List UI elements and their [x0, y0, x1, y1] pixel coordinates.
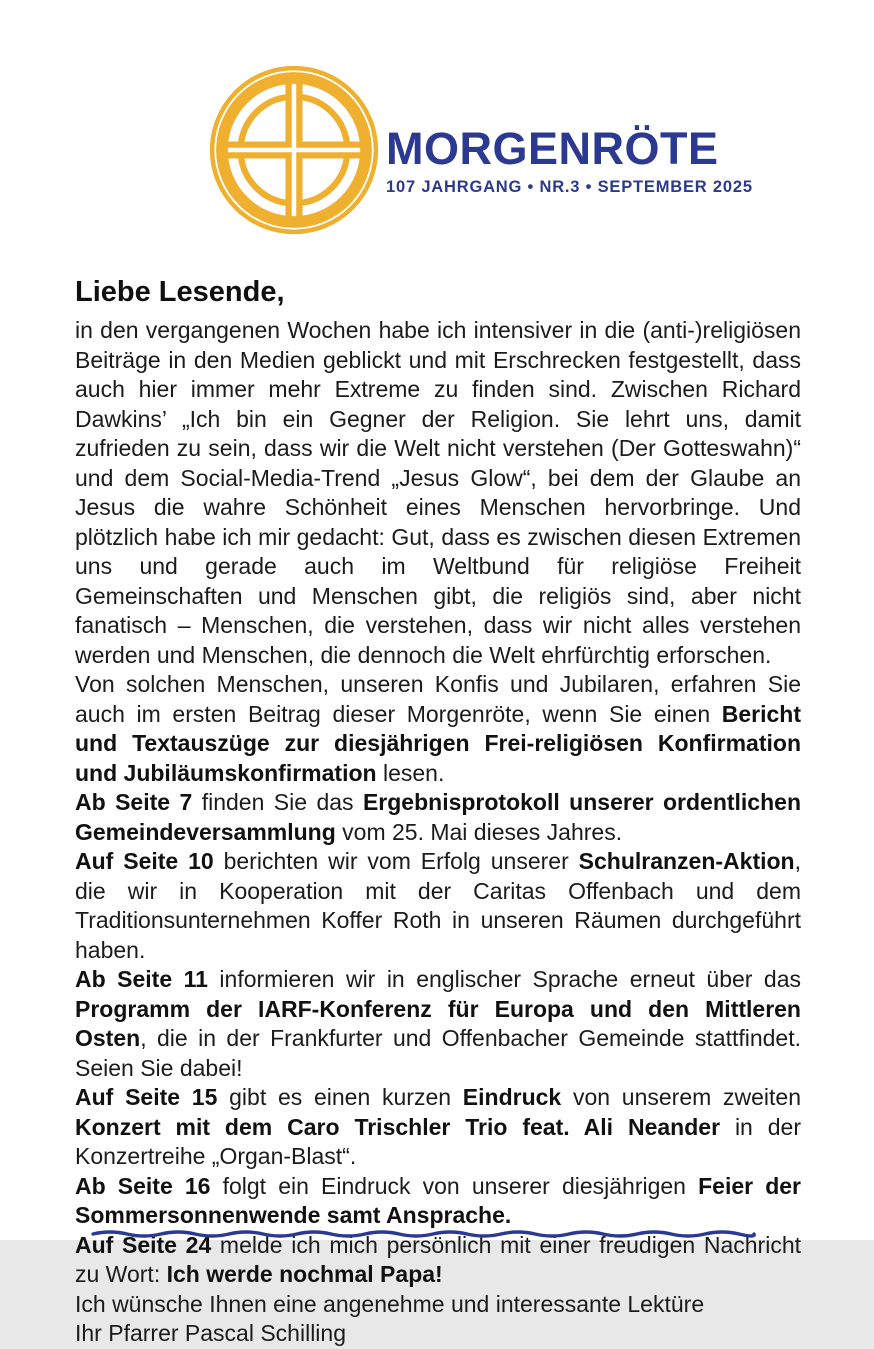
salutation: Liebe Lesende,	[75, 276, 285, 308]
text-run: informieren wir in englischer Sprache erneut über das	[207, 966, 802, 993]
masthead-text	[386, 123, 753, 197]
bold-text-run: Ab Seite 7	[75, 789, 193, 816]
text-run: Ihr Pfarrer Pascal Schilling	[75, 1320, 346, 1347]
letter-paragraph	[75, 1172, 801, 1231]
text-run: von unserem zweiten	[561, 1084, 802, 1111]
bold-text-run: Ich werde nochmal Papa!	[166, 1261, 443, 1288]
text-run: folgt ein Eindruck von unserer diesjährigen	[210, 1172, 699, 1199]
text-run: gibt es einen kurzen	[217, 1084, 463, 1111]
letter-paragraph	[75, 670, 801, 788]
bold-text-run: Ab Seite 11	[75, 966, 208, 993]
text-run: , die wir in Kooperation mit der Caritas Offenbach und dem Traditionsunternehmen Koffer Roth in unseren Räumen durchgeführt haben.	[75, 848, 801, 963]
footer-wavy-rule	[93, 1228, 788, 1240]
bold-text-run: Auf Seite 24	[75, 1231, 212, 1258]
letter-paragraph	[75, 965, 801, 1083]
text-run: in der Konzertreihe „Organ-Blast“.	[75, 1113, 801, 1170]
text-run: , die in der Frankfurter und Offenbacher Gemeinde stattfindet. Seien Sie dabei!	[75, 1025, 801, 1081]
bold-text-run: Schulranzen-Aktion	[578, 848, 795, 875]
bold-text-run: Programm der IARF-Konferenz für Europa und den Mittleren Osten	[75, 995, 801, 1052]
issue-line: 107 JAHRGANG • NR.3 • SEPTEMBER 2025	[386, 178, 753, 196]
letter-body	[75, 276, 801, 1349]
bold-text-run: Ergebnisprotokoll unserer ordentlichen Gemeindeversammlung	[75, 789, 801, 845]
letter-paragraph	[75, 788, 801, 847]
letter-paragraphs	[75, 316, 801, 1349]
bold-text-run: Ab Seite 16	[75, 1172, 211, 1199]
text-run: berichten wir vom Erfolg unserer	[213, 848, 579, 875]
text-run: Ich wünsche Ihnen eine angenehme und interessante Lektüre	[75, 1290, 705, 1317]
masthead	[0, 0, 874, 270]
text-run: finden Sie das	[192, 789, 363, 816]
bold-text-run: Konzert mit dem Caro Trischler Trio feat. Ali Neander	[75, 1113, 721, 1140]
text-run: Von solchen Menschen, unseren Konfis und Jubilaren, erfahren Sie auch im ersten Beitrag dieser Morgenröte, wenn Sie einen	[75, 671, 801, 727]
text-run: lesen.	[376, 759, 445, 786]
text-run: vom 25. Mai dieses Jahres.	[335, 818, 623, 845]
letter-paragraph	[75, 1290, 801, 1320]
text-run: melde ich mich persönlich mit einer freudigen Nachricht zu Wort:	[75, 1231, 802, 1288]
bold-text-run: Auf Seite 15	[75, 1084, 218, 1111]
letter-paragraph	[75, 847, 801, 965]
letter-paragraph	[75, 1083, 801, 1172]
newsletter-title: MORGENRÖTE	[386, 123, 719, 174]
bold-text-run: Auf Seite 10	[75, 848, 214, 875]
bold-text-run: Feier der Sommersonnenwende samt Ansprache.	[75, 1172, 802, 1229]
bold-text-run: Bericht und Textauszüge zur diesjährigen Frei-religiösen Konfirmation und Jubiläumskonfirmation	[75, 700, 801, 786]
letter-paragraph	[75, 1319, 801, 1349]
text-run: in den vergangenen Wochen habe ich intensiver in die (anti-)religiösen Beiträge in den Medien geblickt und mit Erschrecken festgestellt, dass auch hier immer mehr Extreme zu finden sind. Zwischen Richard Dawkins’ „Ich bin ein Gegner der Religion. Sie lehrt uns, damit zufrieden zu sein, dass wir die Welt nicht verstehen (Der Gotteswahn)“ und dem Social-Media-Trend „Jesus Glow“, bei dem der Glaube an Jesus die wahre Schönheit eines Menschen hervorbringe. Und plötzlich habe ich mir gedacht: Gut, dass es zwischen diesen Extremen uns und gerade auch im Weltbund für religiöse Freiheit Gemeinschaften und Menschen gibt, die religiös sind, aber nicht fanatisch – Menschen, die verstehen, dass wir nicht alles verstehen werden und Menschen, die dennoch die Welt ehrfürchtig erforschen.	[75, 317, 801, 668]
letter-paragraph	[75, 316, 801, 670]
sun-cross-logo-icon	[204, 60, 384, 240]
bold-text-run: Eindruck	[462, 1084, 562, 1111]
